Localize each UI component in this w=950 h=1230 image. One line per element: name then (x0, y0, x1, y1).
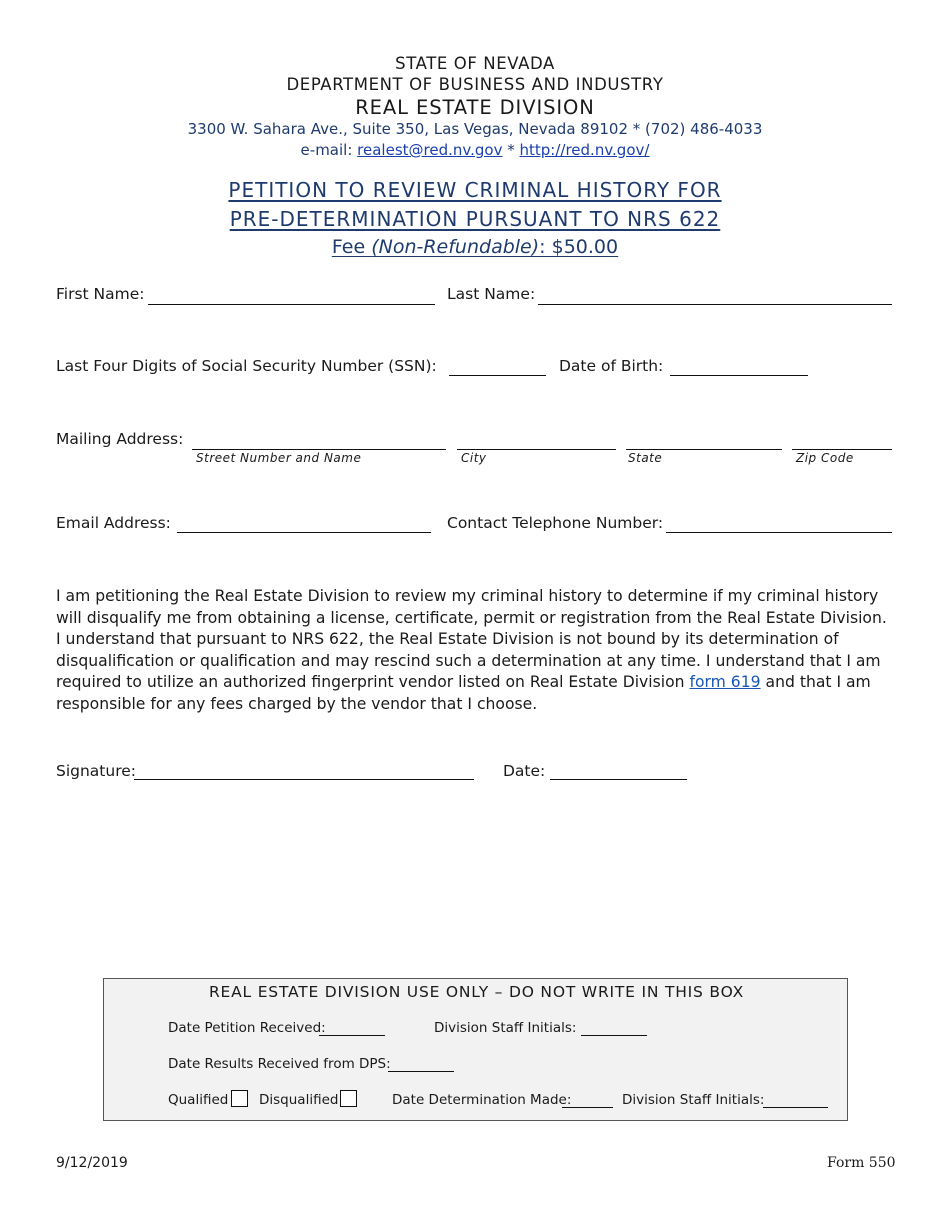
dob-label: Date of Birth: (559, 357, 664, 375)
fee-amount: : $50.00 (539, 236, 619, 258)
date-determination-label: Date Determination Made: (392, 1092, 572, 1108)
disqualified-checkbox[interactable] (340, 1090, 357, 1107)
signature-date-label: Date: (503, 762, 546, 780)
phone-label: Contact Telephone Number: (447, 514, 664, 532)
staff-initials-2-field[interactable] (763, 1107, 828, 1108)
office-use-box (103, 978, 848, 1121)
street-caption: Street Number and Name (196, 451, 362, 465)
ssn-label: Last Four Digits of Social Security Number (SSN): (56, 357, 437, 375)
last-name-field[interactable] (538, 304, 892, 305)
fee-note: (Non-Refundable) (371, 236, 540, 258)
city-field[interactable] (457, 449, 616, 450)
website-link[interactable]: http://red.nv.gov/ (519, 141, 650, 159)
form-title-line-1: PETITION TO REVIEW CRIMINAL HISTORY FOR (228, 178, 722, 202)
date-petition-received-field[interactable] (319, 1035, 385, 1036)
office-use-title: REAL ESTATE DIVISION USE ONLY – DO NOT WRITE IN THIS BOX (208, 983, 745, 1001)
date-determination-field[interactable] (562, 1107, 613, 1108)
agency-department: DEPARTMENT OF BUSINESS AND INDUSTRY (286, 75, 664, 94)
zip-caption: Zip Code (796, 451, 854, 465)
signature-date-field[interactable] (550, 779, 687, 780)
email-link[interactable]: realest@red.nv.gov (357, 141, 503, 159)
date-results-received-label: Date Results Received from DPS: (168, 1056, 391, 1072)
first-name-field[interactable] (148, 304, 435, 305)
email-address-field[interactable] (177, 532, 431, 533)
staff-initials-1-label: Division Staff Initials: (434, 1020, 577, 1036)
street-field[interactable] (192, 449, 446, 450)
revision-date: 9/12/2019 (56, 1155, 128, 1171)
zip-field[interactable] (792, 449, 892, 450)
qualified-label: Qualified (168, 1092, 229, 1108)
state-field[interactable] (626, 449, 782, 450)
mailing-address-label: Mailing Address: (56, 430, 184, 448)
signature-field[interactable] (134, 779, 474, 780)
agency-state: STATE OF NEVADA (395, 54, 555, 73)
city-caption: City (461, 451, 487, 465)
email-label: e-mail: (300, 141, 353, 159)
last-name-label: Last Name: (447, 285, 536, 303)
agency-contact (0, 141, 950, 159)
staff-initials-2-label: Division Staff Initials: (622, 1092, 765, 1108)
dob-field[interactable] (670, 375, 808, 376)
agency-division: REAL ESTATE DIVISION (355, 96, 595, 119)
fee-prefix: Fee (331, 236, 366, 258)
staff-initials-1-field[interactable] (581, 1035, 647, 1036)
phone-field[interactable] (666, 532, 892, 533)
signature-label: Signature: (56, 762, 136, 780)
fee-line (0, 236, 950, 258)
form-number: Form 550 (827, 1155, 896, 1171)
email-address-label: Email Address: (56, 514, 171, 532)
form-619-link[interactable]: form 619 (689, 673, 761, 692)
agency-address: 3300 W. Sahara Ave., Suite 350, Las Vegas, Nevada 89102 * (702) 486-4033 (187, 120, 763, 138)
first-name-label: First Name: (56, 285, 145, 303)
form-title-line-2: PRE-DETERMINATION PURSUANT TO NRS 622 (229, 207, 721, 231)
state-caption: State (628, 451, 663, 465)
contact-separator: * (507, 141, 515, 159)
disqualified-label: Disqualified (259, 1092, 339, 1108)
date-results-received-field[interactable] (388, 1071, 454, 1072)
qualified-checkbox[interactable] (231, 1090, 248, 1107)
ssn-field[interactable] (449, 375, 546, 376)
date-petition-received-label: Date Petition Received: (168, 1020, 326, 1036)
petition-statement: I am petitioning the Real Estate Division to review my criminal history to determine if my criminal history will disqualify me from obtaining a license, certificate, permit or registration from the Real Estate Division. I understand that pursuant to NRS 622, the Real Estate Division is not bound by its determination of disqualification or qualification and may rescind such a determination at any time. I understand that I am required to utilize an authorized fingerprint vendor listed on Real Estate Division form 619 and that I am responsible for any fees charged by the vendor that I choose. (56, 587, 887, 713)
